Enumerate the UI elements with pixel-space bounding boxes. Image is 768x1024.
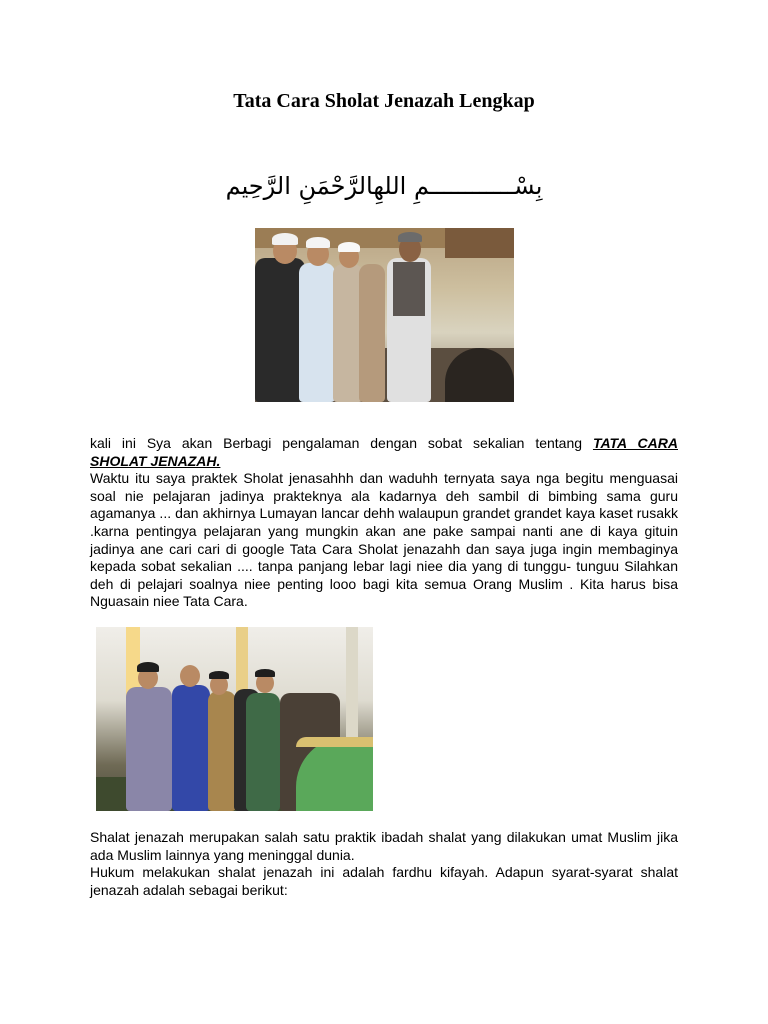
- intro-paragraph: [90, 435, 678, 611]
- definition-paragraph: [90, 829, 678, 899]
- definition-line-2: Hukum melakukan shalat jenazah ini adalah fardhu kifayah. Adapun syarat-syarat shalat jenazah adalah sebagai berikut:: [90, 864, 678, 898]
- definition-line-1: Shalat jenazah merupakan salah satu praktik ibadah shalat yang dilakukan umat Muslim jika ada Muslim lainnya yang meninggal dunia.: [90, 829, 678, 863]
- intro-line: [90, 435, 678, 453]
- body-text: Waktu itu saya praktek Sholat jenasahhh dan waduhh ternyata saya nga begitu menguasai soal nie pelajaran jadinya prakteknya ala kadarnya deh sambil di bimbing sama guru agamanya ... dan akhirnya Lumayan lancar dehh walaupun grandet grandet kaya kaset rusakk .karna pentingya pelajaran yang mungkin akan ane pake sampai nanti ane di kaya gituin jadinya ane cari cari di google Tata Cara Sholat jenazahh dan saya juga ingin membaginya kepada sobat sekalian .... tanpa panjang lebar lagi niee dia yang di tunggu- tunguu Silahkan deh di pelajari soalnya niee penting looo bagi kita semua Orang Muslim . Kita harus bisa Nguasain niee Tata Cara.: [90, 470, 678, 610]
- basmalah-text: بِسْــــــــــــمِ اللهِالرَّحْمَنِ الرَّحِيم: [225, 172, 543, 200]
- prayer-photo-2: [96, 627, 373, 811]
- emphasis-title-part2: SHOLAT JENAZAH.: [90, 452, 221, 469]
- prayer-photo-1: [255, 228, 514, 402]
- intro-text: kali ini Sya akan Berbagi pengalaman dengan sobat sekalian tentang: [90, 435, 593, 451]
- page-title: Tata Cara Sholat Jenazah Lengkap: [233, 90, 535, 112]
- emphasis-title-part1: TATA CARA: [592, 435, 678, 451]
